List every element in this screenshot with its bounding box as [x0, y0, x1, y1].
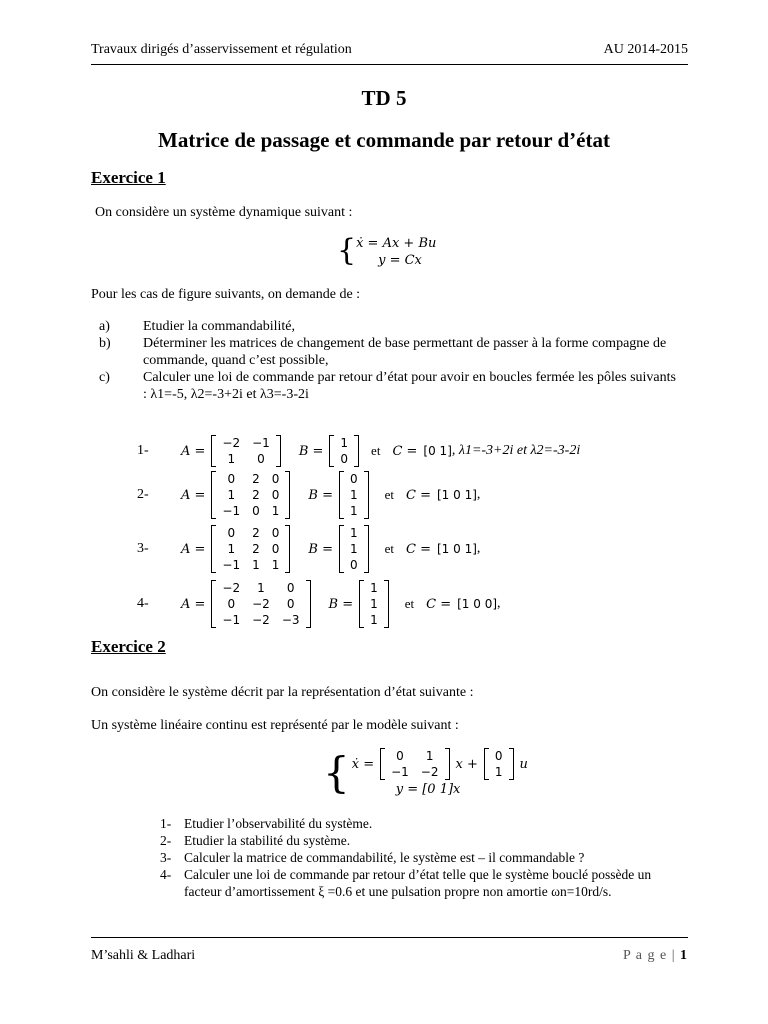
matrix-cell: 1: [257, 581, 265, 595]
matrix-cell: −1: [222, 558, 241, 572]
matrix-cell: 0: [340, 452, 349, 466]
case-number: 1-: [137, 443, 149, 458]
matrix-cell: 1: [349, 542, 358, 556]
matrix-C: [1 0 1]: [437, 488, 477, 502]
exercise-1-ask: Pour les cas de figure suivants, on demande de :: [91, 287, 361, 302]
matrix-cell: −2: [252, 613, 270, 627]
matrix-cell: 0: [286, 581, 295, 595]
matrix-B: [339, 471, 369, 519]
left-brace: {: [323, 748, 350, 797]
matrix-cell: −1: [252, 436, 270, 450]
matrix-cell: 0: [252, 504, 260, 518]
matrix-cell: 0: [271, 472, 280, 486]
exercise-2-tasks: [160, 815, 680, 900]
matrix-cell: 0: [257, 452, 265, 466]
task-item: 4- Calculer une loi de commande par retour d’état telle que le système bouclé possède un facteur d’amortissement ξ =0.6 et une pulsation propre non amortie ωn=10rd/s.: [160, 867, 652, 899]
matrix-B: [339, 525, 369, 573]
case-number: 2-: [137, 487, 149, 502]
output-equation: y = Cx: [378, 253, 422, 268]
task-item: c) Calculer une loi de commande par retour d’état pour avoir en boucles fermée les pôles suivants : λ1=-5, λ2=-3+2i et λ3=-3-2i: [99, 370, 676, 402]
case-row-3: 3- A = 0 2 0 1 2 0 −1 1 1 B = 1 1 0 et C = [1 0 1] ,: [137, 526, 481, 572]
matrix-cell: 0: [271, 542, 280, 556]
matrix-cell: −2: [252, 597, 270, 611]
exercise-1-tasks: [99, 318, 679, 403]
exercise-2-heading: Exercice 2: [91, 637, 166, 656]
matrix-cell: 1: [227, 542, 236, 556]
case-tail: ,: [476, 541, 481, 556]
matrix-B: [329, 435, 359, 467]
matrix-A: [211, 471, 290, 519]
matrix-cell: 1: [370, 597, 378, 611]
matrix-cell: −2: [420, 765, 439, 779]
exercise-1-heading: Exercice 1: [91, 168, 166, 187]
matrix-cell: 0: [227, 526, 236, 540]
matrix-cell: 1: [349, 488, 358, 502]
matrix-cell: 0: [227, 597, 236, 611]
case-number: 4-: [137, 596, 149, 611]
matrix-cell: 1: [349, 526, 358, 540]
page-subtitle: Matrice de passage et commande par retour d’état: [158, 128, 610, 152]
matrix-cell: 2: [252, 526, 260, 540]
matrix-cell: −1: [222, 504, 241, 518]
case-row-2: 2- A = 0 2 0 1 2 0 −1 0 1 B = 0 1 1 et C = [1 0 1] ,: [137, 472, 481, 518]
matrix-C: [0 1]: [423, 444, 452, 458]
matrix-cell: 1: [227, 452, 236, 466]
matrix-cell: 0: [349, 558, 358, 572]
matrix-cell: 2: [252, 488, 260, 502]
matrix-cell: −3: [281, 613, 300, 627]
matrix-cell: −1: [222, 613, 241, 627]
page-title: TD 5: [361, 86, 407, 110]
matrix-cell: 2: [252, 472, 260, 486]
matrix-cell: 0: [271, 526, 280, 540]
matrix-cell: 1: [425, 749, 434, 763]
matrix-cell: −1: [391, 765, 409, 779]
matrix-cell: −2: [222, 581, 241, 595]
matrix-cell: 0: [271, 488, 280, 502]
matrix-cell: 1: [271, 504, 280, 518]
matrix-B: [359, 580, 389, 628]
footer-rule: [91, 937, 688, 938]
matrix-cell: −2: [222, 436, 241, 450]
running-header-title: Travaux dirigés d’asservissement et régulation: [91, 42, 352, 57]
output-equation: y = [0 1]x: [395, 782, 461, 797]
state-equation-system: [337, 234, 436, 269]
matrix-cell: 0: [349, 472, 358, 486]
task-item: 2- Etudier la stabilité du système.: [160, 833, 351, 848]
matrix-A: [380, 748, 449, 780]
exercise-1-intro: On considère un système dynamique suivant :: [95, 205, 353, 220]
case-tail: ,: [476, 487, 481, 502]
matrix-cell: 1: [271, 558, 280, 572]
matrix-cell: 0: [227, 472, 236, 486]
exercise-2-intro-2: Un système linéaire continu est représenté par le modèle suivant :: [91, 718, 459, 733]
matrix-cell: 1: [349, 504, 358, 518]
matrix-cell: 1: [227, 488, 236, 502]
state-equation: ẋ = Ax + Bu: [356, 236, 437, 251]
matrix-cell: 2: [252, 542, 260, 556]
matrix-cell: 0: [494, 749, 503, 763]
case-number: 3-: [137, 541, 149, 556]
case-row-1: 1- A = −2 −1 1 0 B = 1 0 et C = [0 1] , λ1=-3+2i et λ2=-3-2i: [137, 436, 581, 466]
matrix-cell: 1: [370, 581, 378, 595]
exercise-2-intro-1: On considère le système décrit par la représentation d’état suivante :: [91, 685, 474, 700]
task-item: 3- Calculer la matrice de commandabilité, le système est – il commandable ?: [160, 850, 585, 865]
matrix-C: [1 0 0]: [457, 597, 498, 611]
matrix-cell: 0: [286, 597, 295, 611]
header-rule: [91, 64, 688, 65]
matrix-cell: 1: [252, 558, 260, 572]
task-item: a) Etudier la commandabilité,: [99, 319, 296, 334]
matrix-A: [211, 435, 280, 467]
footer-authors: M’sahli & Ladhari: [91, 948, 196, 963]
case-row-4: 4- A = −2 1 0 0 −2 0 −1 −2 −3 B = 1 1 1 et C = [1 0 0] ,: [137, 581, 501, 627]
matrix-cell: 1: [340, 436, 349, 450]
case-tail: ,: [497, 596, 501, 611]
running-header-year: AU 2014-2015: [603, 42, 688, 57]
matrix-cell: 1: [370, 613, 378, 627]
page-number: P a g e | 1: [623, 948, 688, 963]
matrix-C: [1 0 1]: [437, 542, 477, 556]
task-item: b) Déterminer les matrices de changement de base permettant de passer à la forme compagne de commande, quand c’est possible,: [99, 336, 667, 368]
matrix-cell: 1: [494, 765, 503, 779]
matrix-cell: 0: [396, 749, 404, 763]
task-item: 1- Etudier l’observabilité du système.: [160, 816, 373, 831]
matrix-B: [484, 748, 514, 780]
exercise-2-system: { ẋ = 0 1 −1 −2 x + 0 1 u y = [0 1]x: [323, 748, 534, 798]
matrix-A: [211, 580, 310, 628]
left-brace: {: [337, 233, 357, 268]
case-tail: , λ1=-3+2i et λ2=-3-2i: [451, 443, 581, 458]
matrix-A: [211, 525, 290, 573]
